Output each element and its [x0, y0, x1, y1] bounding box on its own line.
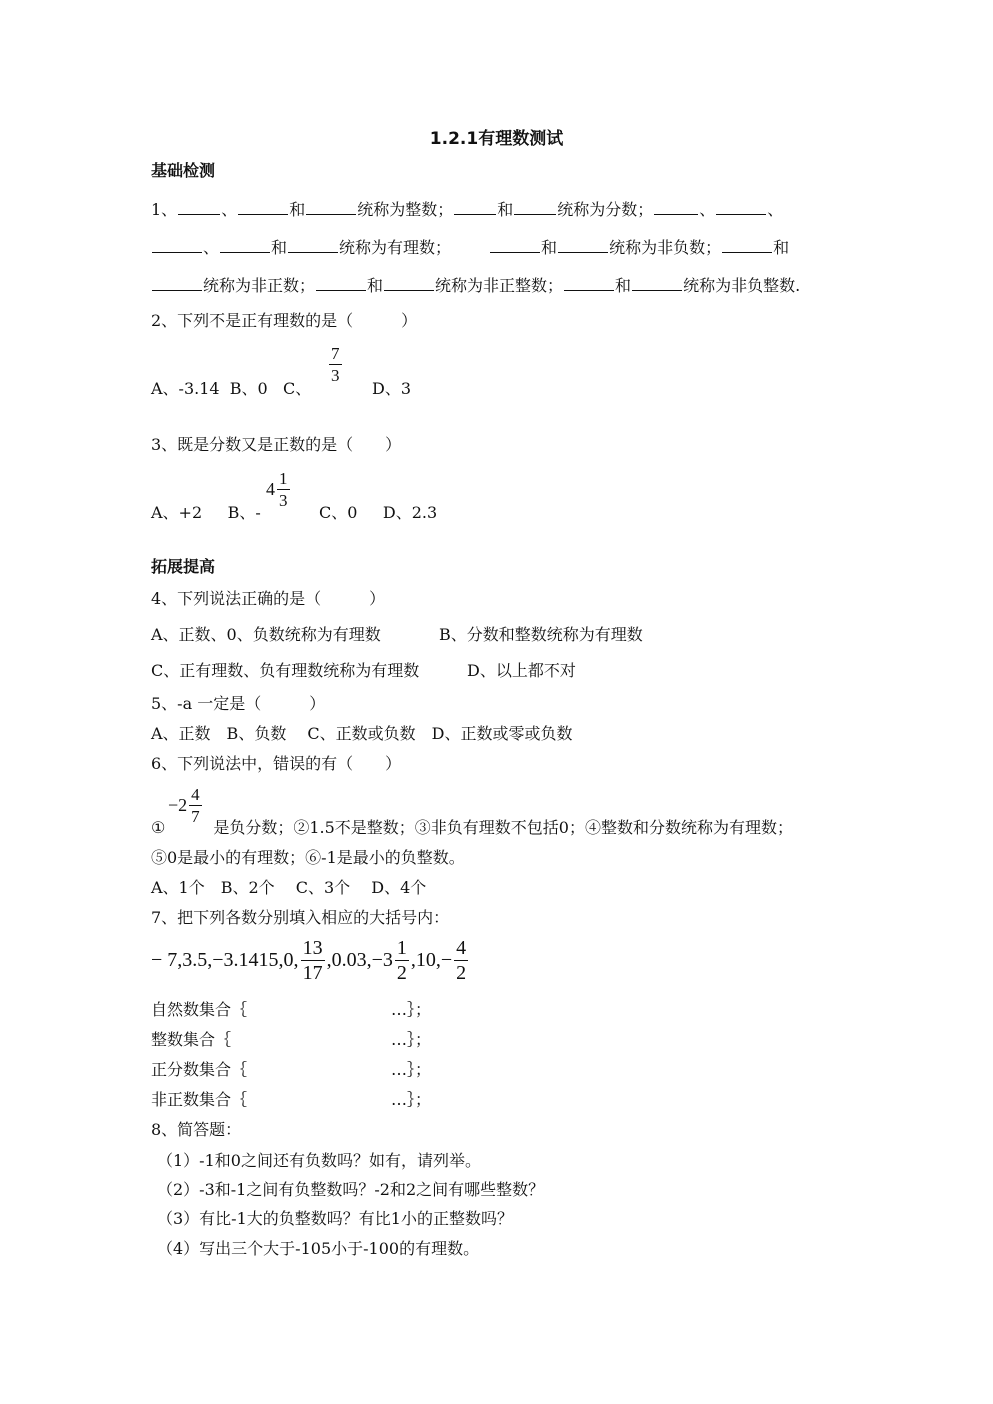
q1-text: 统称为非正数；	[203, 276, 316, 295]
option-c: C、	[282, 379, 312, 398]
blank	[306, 198, 356, 215]
fraction-7-3: $\frac{7}{3}$	[331, 344, 340, 385]
option-b: B、0	[229, 379, 268, 398]
question-2-stem: 2、下列不是正有理数的是（ ）	[151, 311, 418, 330]
question-4-stem: 4、下列说法正确的是（ ）	[151, 589, 386, 608]
blank	[384, 274, 434, 291]
question-4-option-d: D、以上都不对	[467, 661, 576, 680]
blank	[288, 236, 338, 253]
blank	[454, 198, 496, 215]
blank	[152, 236, 202, 253]
question-4-option-b: B、分数和整数统称为有理数	[439, 625, 643, 644]
question-2-options	[151, 378, 311, 400]
section-basic: 基础检测	[151, 161, 216, 180]
blank	[238, 198, 288, 215]
option-a: A、+2	[151, 503, 203, 522]
page-title: 1.2.1有理数测试	[429, 129, 564, 149]
option-a: A、-3.14	[151, 379, 220, 398]
set-integers: 整数集合｛ …｝；	[151, 1030, 432, 1049]
separator: 、	[203, 238, 220, 257]
blank	[722, 236, 772, 253]
question-1-line-3	[151, 274, 800, 297]
blank	[152, 274, 202, 291]
blank	[220, 236, 270, 253]
conjunction: 和	[773, 238, 790, 257]
blank	[514, 198, 556, 215]
conjunction: 和	[367, 276, 384, 295]
set-positive-fractions: 正分数集合｛ …｝；	[151, 1060, 432, 1079]
question-6-statement-line-1	[151, 817, 793, 839]
q1-text: 统称为整数；	[357, 200, 454, 219]
question-3-options-left	[151, 502, 261, 524]
question-6-options: A、1个 B、2个 C、3个 D、4个	[151, 878, 427, 897]
separator: 、	[767, 200, 784, 219]
blank	[716, 198, 766, 215]
question-8-item-3: （3）有比-1大的负整数吗？有比1小的正整数吗？	[157, 1209, 513, 1228]
q1-text: 统称为非正整数；	[435, 276, 564, 295]
question-8-item-4: （4）写出三个大于-105小于-100的有理数。	[157, 1239, 480, 1258]
option-c: C、0	[319, 503, 358, 522]
blank	[316, 274, 366, 291]
q1-text: 统称为非负数；	[609, 238, 722, 257]
blank	[654, 198, 698, 215]
separator: 、	[221, 200, 238, 219]
conjunction: 和	[271, 238, 288, 257]
question-5-stem: 5、-a 一定是（ ）	[151, 694, 326, 713]
section-extended: 拓展提高	[151, 557, 216, 576]
conjunction: 和	[541, 238, 558, 257]
question-6-statement-line-2: ⑤0是最小的有理数；⑥-1是最小的负整数。	[151, 848, 465, 867]
q1-text: 统称为分数；	[557, 200, 654, 219]
set-natural-numbers: 自然数集合｛ …｝；	[151, 1000, 432, 1019]
blank	[632, 274, 682, 291]
question-4-option-a: A、正数、0、负数统称为有理数	[151, 625, 381, 644]
set-non-positive: 非正数集合｛ …｝；	[151, 1090, 432, 1109]
question-4-option-c: C、正有理数、负有理数统称为有理数	[151, 661, 420, 680]
blank	[564, 274, 614, 291]
question-8-item-2: （2）-3和-1之间有负整数吗？-2和2之间有哪些整数？	[157, 1180, 545, 1199]
question-7-stem: 7、把下列各数分别填入相应的大括号内：	[151, 908, 450, 927]
question-3-options-right	[319, 502, 437, 524]
question-1-line-1	[151, 198, 783, 221]
question-5-options: A、正数 B、负数 C、正数或负数 D、正数或零或负数	[151, 724, 573, 743]
question-8-item-1: （1）-1和0之间还有负数吗？如有，请列举。	[157, 1151, 481, 1170]
option-d: D、2.3	[382, 503, 438, 522]
blank	[490, 236, 540, 253]
question-1-line-2	[151, 236, 789, 259]
blank	[558, 236, 608, 253]
q1-text: 统称为非负整数.	[683, 276, 801, 295]
conjunction: 和	[615, 276, 632, 295]
q1-text: 统称为有理数；	[339, 238, 452, 257]
option-d: D、3	[372, 379, 412, 398]
mixed-number-neg-2-4-7: −2 $\frac{4}{7}$	[168, 785, 200, 826]
question-6-stem: 6、下列说法中，错误的有（ ）	[151, 754, 402, 773]
number-list: − 7,3.5,−3.1415,0, $\frac{13}{17}$ ,0.03,−3 $\frac{1}{2}$ ,10,− $\frac{4}{2}$	[151, 937, 467, 984]
option-b: B、-	[227, 503, 261, 522]
blank	[178, 198, 220, 215]
conjunction: 和	[497, 200, 514, 219]
question-8-stem: 8、简答题：	[151, 1120, 242, 1139]
q1-number: 1、	[151, 200, 178, 219]
statement-text: 是负分数；②1.5不是整数；③非负有理数不包括0；④整数和分数统称为有理数；	[213, 818, 793, 837]
question-3-stem: 3、既是分数又是正数的是（ ）	[151, 435, 402, 454]
mixed-number-4-1-3: 4 $\frac{1}{3}$	[266, 469, 288, 510]
circle-1: ①	[151, 818, 166, 837]
separator: 、	[699, 200, 716, 219]
conjunction: 和	[289, 200, 306, 219]
